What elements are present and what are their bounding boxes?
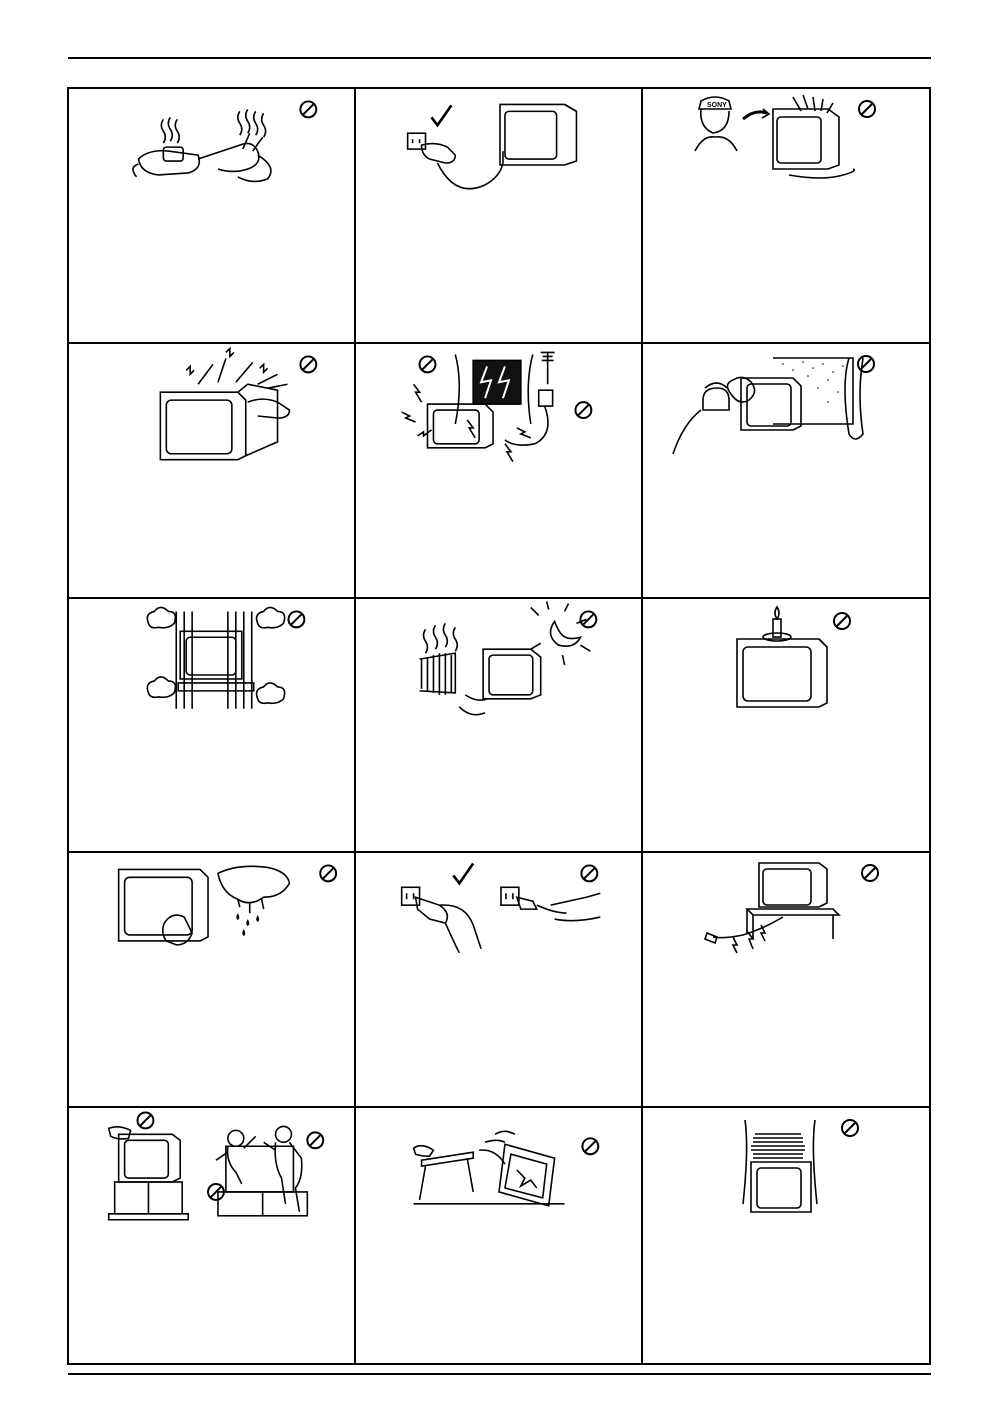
panel-caption-area [655, 759, 917, 842]
panel-call-service [643, 89, 929, 344]
panel-caption-area [368, 249, 629, 332]
sony-logo: SONY [707, 102, 727, 109]
prohibition-sign-icon [575, 402, 591, 418]
prohibition-sign-icon [300, 356, 316, 372]
panel-no-objects-on-top [643, 1108, 929, 1363]
panel-no-open-cabinet [69, 344, 356, 599]
damaged-cord-illustration [643, 853, 929, 1003]
panel-caption-area [81, 1268, 342, 1353]
checkmark-icon [453, 864, 473, 884]
prohibition-sign-icon [300, 101, 316, 117]
footer-rule [68, 1373, 931, 1375]
prohibition-sign-icon [138, 1113, 154, 1129]
panel-heat-sources [356, 599, 643, 854]
panel-damaged-cord [643, 853, 929, 1108]
no-climbing-illustration [69, 1108, 354, 1258]
checkmark-icon [431, 105, 451, 125]
panel-no-climbing [69, 1108, 356, 1363]
panel-caption-area [655, 1268, 917, 1353]
panel-overheated-cords [69, 89, 356, 344]
panel-humidity-steam [643, 344, 929, 599]
panel-caption-area [655, 1013, 917, 1096]
prohibition-sign-icon [420, 356, 436, 372]
prohibition-sign-icon [862, 865, 878, 881]
panel-caption-area [81, 249, 342, 332]
panel-caption-area [81, 759, 342, 842]
candle-on-tv-illustration [643, 599, 929, 749]
unplug-tv-illustration [356, 89, 641, 239]
panel-caption-area [368, 504, 629, 587]
panel-unplug-cord [356, 89, 643, 344]
prohibition-sign-icon [858, 356, 874, 372]
panel-caption-area [81, 504, 342, 587]
panel-lightning-storm [356, 344, 643, 599]
prohibition-sign-icon [320, 866, 336, 882]
call-service-illustration [643, 89, 929, 239]
falling-tv-illustration [356, 1108, 641, 1258]
heat-sources-illustration [356, 599, 641, 749]
plug-handling-illustration [356, 853, 641, 1003]
prohibition-sign-icon [581, 866, 597, 882]
prohibition-sign-icon [842, 1120, 858, 1136]
panel-cleaning-no-liquids [69, 853, 356, 1108]
panel-caption-area [655, 249, 917, 332]
ventilation-blocked-illustration [69, 599, 354, 749]
panel-no-candle-on-top [643, 599, 929, 854]
objects-on-tv-illustration [643, 1108, 929, 1258]
panel-caption-area [368, 1268, 629, 1353]
safety-illustration-grid [67, 87, 931, 1365]
panel-caption-area [368, 1013, 629, 1096]
header-rule [68, 57, 931, 59]
panel-unstable-stand-fall [356, 1108, 643, 1363]
panel-ventilation-blocked [69, 599, 356, 854]
panel-caption-area [81, 1013, 342, 1096]
lightning-storm-illustration [356, 344, 641, 494]
prohibition-sign-icon [834, 613, 850, 629]
panel-caption-area [368, 759, 629, 842]
prohibition-sign-icon [859, 101, 875, 117]
humidity-steam-illustration [643, 344, 929, 494]
open-cabinet-shock-illustration [69, 344, 354, 494]
water-drops [236, 913, 259, 936]
prohibition-sign-icon [580, 611, 596, 627]
panel-caption-area [655, 504, 917, 587]
cleaning-cloth-illustration [69, 853, 354, 1003]
prohibition-sign-icon [582, 1139, 598, 1155]
prohibition-sign-icon [307, 1133, 323, 1149]
panel-pull-plug-not-cord [356, 853, 643, 1108]
overheated-power-strip-illustration [69, 89, 354, 239]
prohibition-sign-icon [288, 611, 304, 627]
